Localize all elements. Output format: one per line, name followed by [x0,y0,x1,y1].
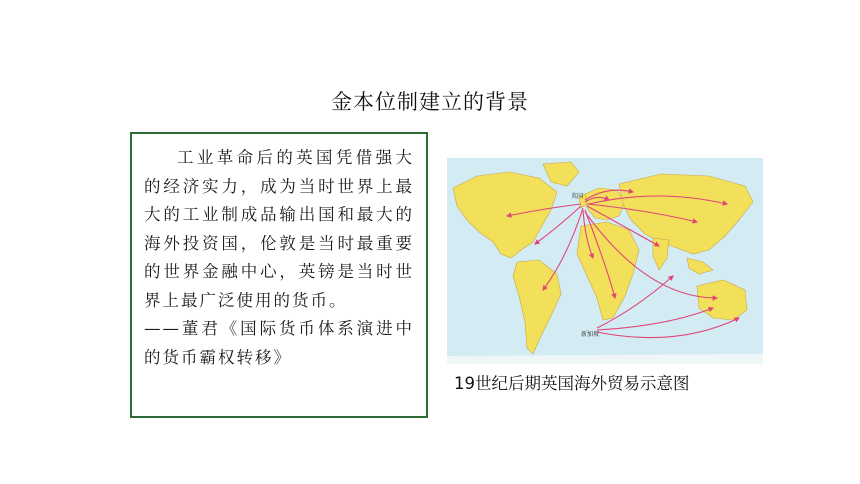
label-britain: 英国 [571,193,584,200]
slide-title: 金本位制建立的背景 [331,90,529,114]
quote-text: 工业革命后的英国凭借强大的经济实力，成为当时世界上最大的工业制成品输出国和最大的海外投资国，伦敦是当时最重要的世界金融中心，英镑是当时世界上最广泛使用的货币。 [144,148,414,310]
map-caption: 19世纪后期英国海外贸易示意图 [454,374,690,393]
trade-map [447,158,763,364]
quote-source: ——董君《国际货币体系演进中的货币霸权转移》 [144,319,414,367]
quote-box [130,132,428,418]
label-singapore: 新加坡 [581,331,600,338]
